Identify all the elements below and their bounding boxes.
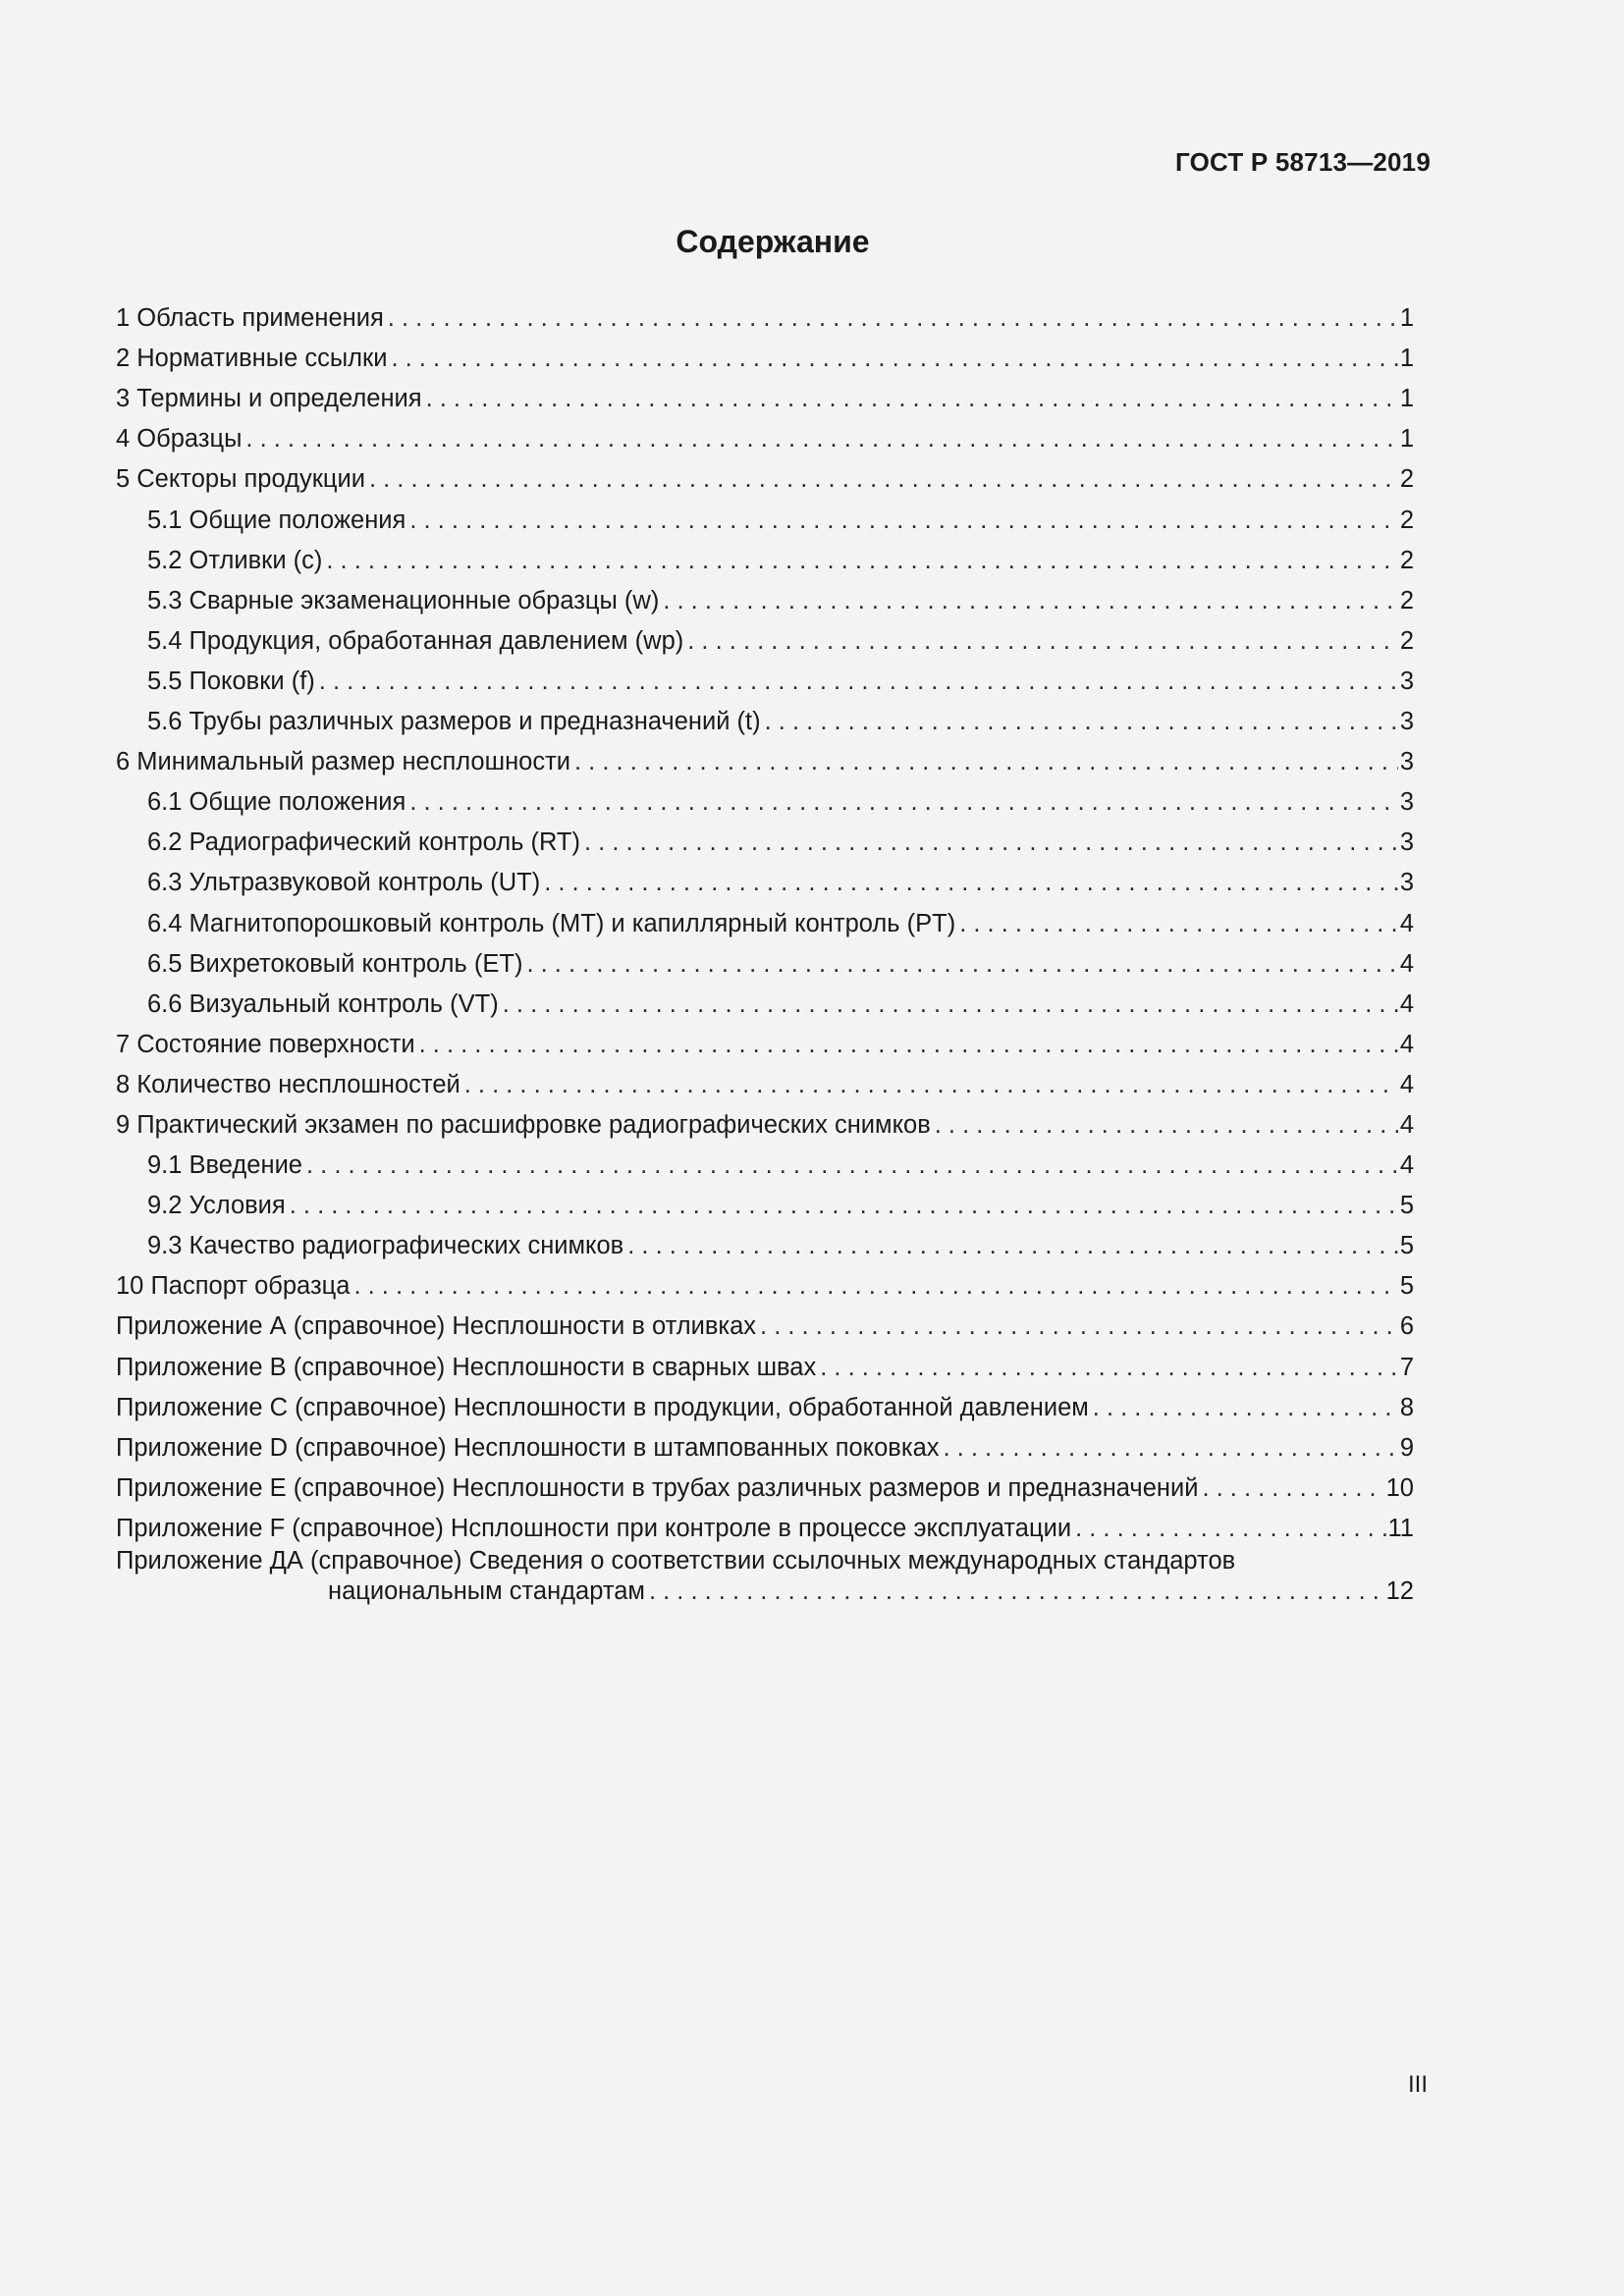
toc-entry-title: 6.5 Вихретоковый контроль (ET) [147,949,523,978]
toc-entry-title: Приложение В (справочное) Несплошности в сварных швах [116,1353,817,1381]
toc-dot-leader [756,1311,1398,1341]
toc-entry-page: 3 [1399,788,1414,817]
toc-dot-leader [540,868,1398,897]
toc-entry[interactable] [116,1220,1414,1260]
toc-entry-page: 5 [1399,1192,1414,1220]
toc-entry[interactable] [116,535,1414,575]
toc-entry-page: 5 [1399,1232,1414,1260]
toc-dot-leader [1089,1393,1398,1422]
toc-entry[interactable] [116,1059,1414,1099]
toc-dot-leader [940,1433,1398,1463]
toc-dot-leader [406,506,1397,535]
toc-entry-page: 3 [1399,828,1414,857]
toc-entry[interactable] [116,1099,1414,1140]
toc-entry[interactable] [116,1422,1414,1463]
toc-entry-title: 9.3 Качество радиографических снимков [147,1232,624,1260]
toc-dot-leader [384,303,1398,333]
toc-dot-leader [365,464,1398,494]
toc-entry[interactable] [116,817,1414,857]
toc-entry[interactable] [116,1140,1414,1180]
toc-dot-leader [1198,1473,1383,1503]
toc-dot-leader [522,949,1397,979]
toc-entry-page: 4 [1399,909,1414,937]
toc-entry[interactable] [116,897,1414,937]
toc-entry-title: 9 Практический экзамен по расшифровке радиографических снимков [116,1110,931,1139]
toc-dot-leader [286,1191,1398,1220]
toc-entry-page: 3 [1399,869,1414,897]
toc-entry-page: 4 [1399,1151,1414,1180]
toc-entry-title: 6.1 Общие положения [147,788,406,817]
toc-entry-page: 2 [1399,506,1414,534]
toc-dot-leader [816,1353,1398,1382]
toc-dot-leader [580,828,1398,857]
toc-entry-page: 6 [1399,1312,1414,1341]
toc-entry-title: 5.4 Продукция, обработанная давлением (wp) [147,626,684,655]
toc-dot-leader [460,1070,1398,1099]
toc-entry[interactable] [116,1382,1414,1422]
toc-dot-leader [350,1271,1397,1301]
toc-entry-page: 1 [1399,304,1414,333]
toc-entry-title-line1: Приложение ДА (справочное) Сведения о соответствии ссылочных международных стандартов [116,1546,1236,1575]
toc-dot-leader [422,384,1398,413]
toc-entry[interactable] [116,413,1414,454]
toc-entry-title: 7 Состояние поверхности [116,1030,415,1058]
toc-dot-leader [645,1576,1384,1606]
toc-dot-leader [570,747,1398,776]
toc-entry-title: 9.1 Введение [147,1151,302,1180]
toc-entry-annex-da[interactable] [116,1546,1414,1606]
toc-dot-leader [931,1110,1398,1140]
toc-entry-page: 4 [1399,1030,1414,1058]
toc-entry-title: 2 Нормативные ссылки [116,345,388,373]
toc-entry[interactable] [116,1463,1414,1503]
toc-entry[interactable] [116,1260,1414,1301]
toc-dot-leader [315,667,1398,696]
toc-dot-leader [761,707,1398,736]
toc-entry-page: 4 [1399,949,1414,978]
toc-entry-page: 11 [1387,1514,1414,1542]
toc-entry-page: 4 [1399,989,1414,1018]
toc-entry[interactable] [116,857,1414,897]
toc-entry-page: 3 [1399,708,1414,736]
toc-entry-title: Приложение D (справочное) Несплошности в штампованных поковках [116,1433,940,1462]
toc-entry[interactable] [116,736,1414,776]
toc-entry[interactable] [116,454,1414,494]
toc-entry-page: 2 [1399,546,1414,574]
toc-entry-page: 7 [1399,1353,1414,1381]
toc-dot-leader [623,1231,1398,1260]
toc-dot-leader [955,909,1398,938]
toc-entry-title: 1 Область применения [116,304,384,333]
toc-entry-title: 10 Паспорт образца [116,1272,351,1301]
toc-entry-title: Приложение F (справочное) Нсплошности при контроле в процессе эксплуатации [116,1514,1072,1542]
toc-entry[interactable] [116,656,1414,696]
toc-entry-title: 8 Количество несплошностей [116,1070,460,1098]
toc-heading: Содержание [676,224,870,259]
toc-entry-page: 1 [1399,425,1414,454]
toc-entry[interactable] [116,333,1414,373]
toc-entry-page: 2 [1399,465,1414,494]
toc-dot-leader [406,787,1397,817]
toc-entry-title: 6.4 Магнитопорошковый контроль (MT) и капиллярный контроль (PT) [147,909,956,937]
toc-entry[interactable] [116,293,1414,333]
toc-entry[interactable] [116,776,1414,817]
toc-entry-title: 5 Секторы продукции [116,465,365,494]
toc-entry[interactable] [116,696,1414,736]
toc-dot-leader [322,546,1397,575]
toc-entry[interactable] [116,575,1414,615]
toc-entry-title: 6.3 Ультразвуковой контроль (UT) [147,869,541,897]
toc-entry-title: Приложение С (справочное) Несплошности в продукции, обработанной давлением [116,1393,1089,1421]
toc-entry[interactable] [116,373,1414,413]
toc-entry-title: 6.2 Радиографический контроль (RT) [147,828,580,857]
toc-entry-page: 1 [1399,345,1414,373]
table-of-contents [116,293,1414,1606]
toc-dot-leader [683,626,1398,656]
toc-entry[interactable] [116,1180,1414,1220]
toc-entry[interactable] [116,1019,1414,1059]
toc-entry[interactable] [116,938,1414,979]
toc-entry[interactable] [116,1301,1414,1341]
toc-entry-title: 3 Термины и определения [116,385,422,413]
toc-entry[interactable] [116,979,1414,1019]
toc-entry-page: 12 [1385,1576,1414,1605]
toc-entry-title: 5.3 Сварные экзаменационные образцы (w) [147,586,660,614]
toc-entry-title-line2: национальным стандартам [328,1576,645,1605]
page-number: III [1407,2071,1428,2098]
toc-entry-title: 4 Образцы [116,425,243,454]
toc-dot-leader [1071,1514,1385,1543]
toc-dot-leader [659,586,1397,615]
toc-entry-page: 5 [1399,1272,1414,1301]
toc-dot-leader [387,344,1397,373]
toc-entry-title: 5.2 Отливки (с) [147,546,323,574]
toc-entry[interactable] [116,494,1414,534]
toc-entry[interactable] [116,615,1414,656]
document-code: ГОСТ Р 58713—2019 [1175,147,1431,177]
toc-dot-leader [499,989,1398,1019]
toc-entry-page: 2 [1399,586,1414,614]
toc-entry-page: 4 [1399,1070,1414,1098]
toc-entry-title: 5.5 Поковки (f) [147,667,315,695]
toc-entry-page: 3 [1399,667,1414,695]
toc-dot-leader [242,424,1397,454]
toc-entry-title: 9.2 Условия [147,1192,286,1220]
toc-entry[interactable] [116,1503,1414,1543]
toc-entry-title: 5.1 Общие положения [147,506,406,534]
toc-entry-title: 5.6 Трубы различных размеров и предназначений (t) [147,708,761,736]
toc-entry-page: 9 [1399,1433,1414,1462]
toc-dot-leader [415,1030,1398,1059]
toc-entry-title: Приложение А (справочное) Несплошности в отливках [116,1312,757,1341]
toc-entry-page: 10 [1385,1473,1414,1502]
toc-entry-page: 8 [1399,1393,1414,1421]
toc-entry-page: 3 [1399,748,1414,776]
toc-entry-title: 6.6 Визуальный контроль (VT) [147,989,499,1018]
toc-entry[interactable] [116,1341,1414,1381]
toc-dot-leader [302,1150,1398,1180]
toc-entry-title: Приложение Е (справочное) Несплошности в трубах различных размеров и предназначений [116,1473,1199,1502]
toc-entry-page: 2 [1399,626,1414,655]
toc-entry-page: 1 [1399,385,1414,413]
toc-entry-title: 6 Минимальный размер несплошности [116,748,571,776]
toc-entry-page: 4 [1399,1110,1414,1139]
